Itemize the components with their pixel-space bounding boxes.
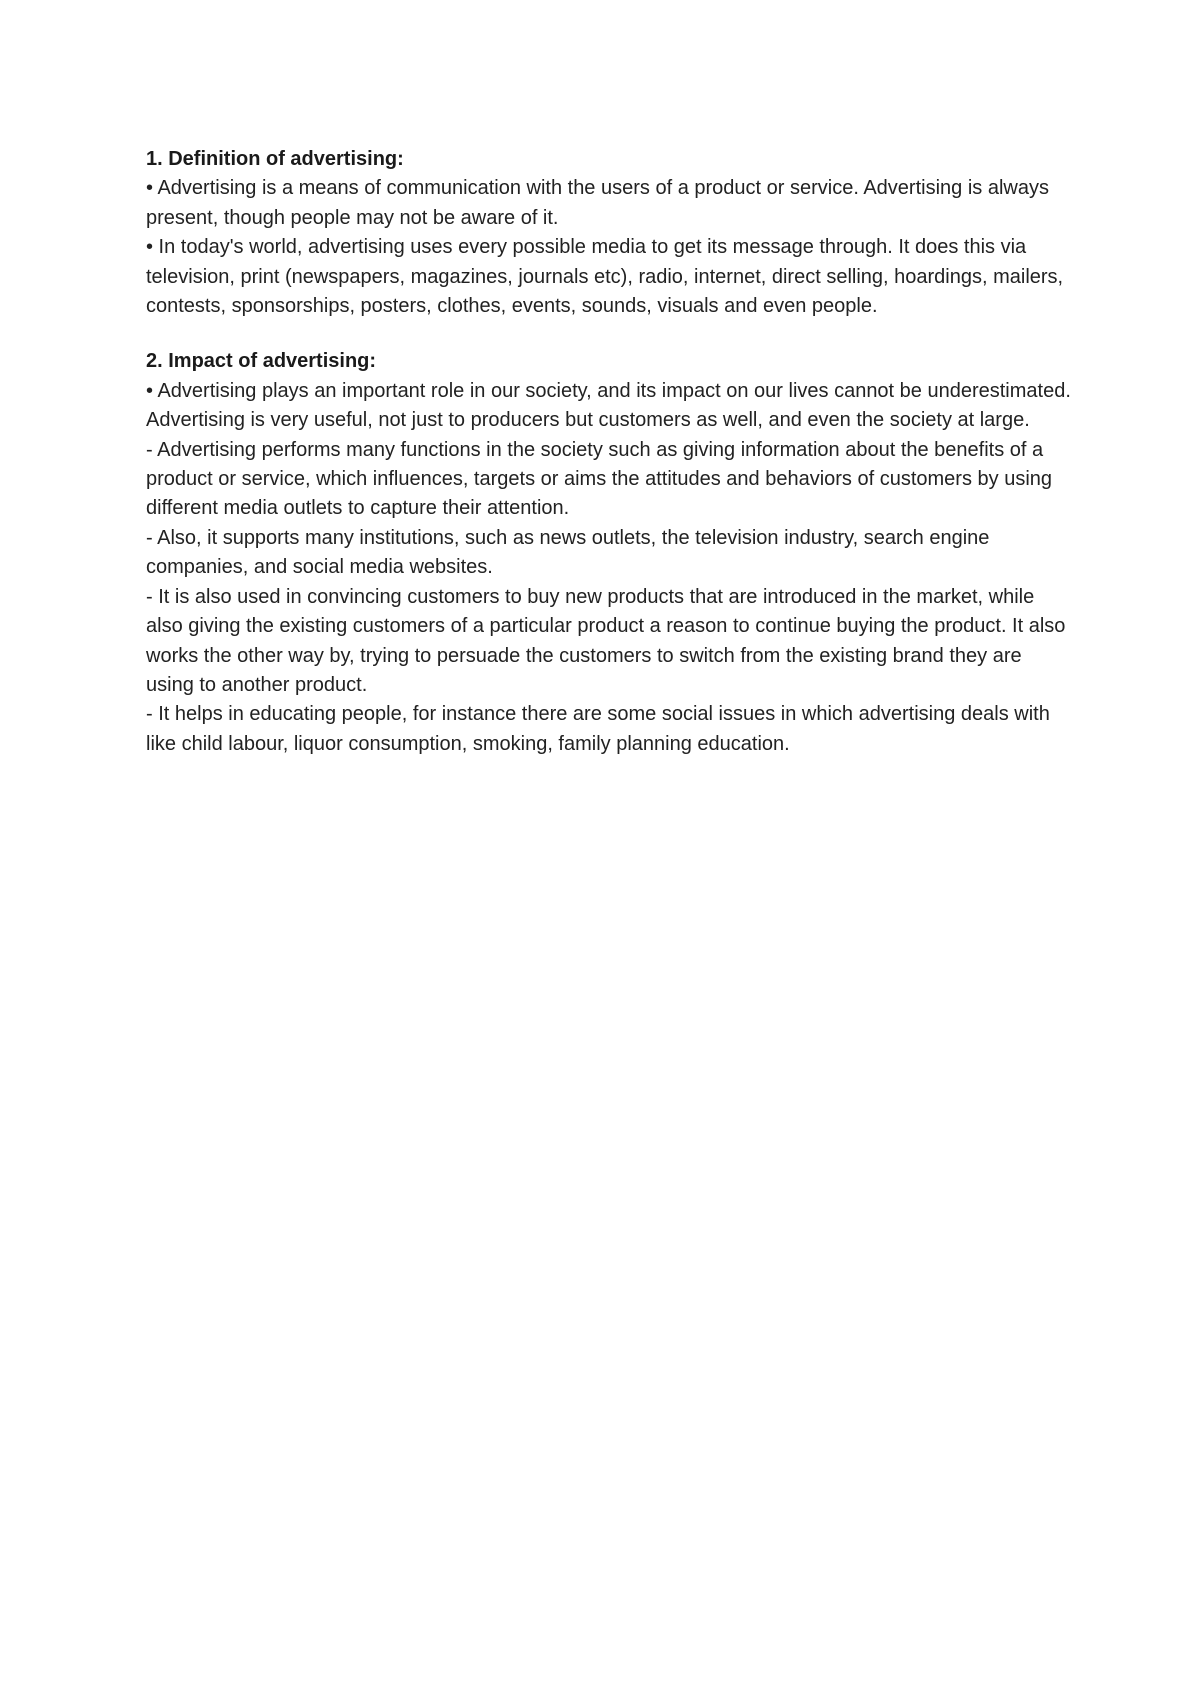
section-impact xyxy=(146,347,1071,759)
paragraph: • Advertising is a means of communication with the users of a product or service. Advertising is always present, though people may not be aware of it. xyxy=(146,177,1049,229)
paragraph: - It is also used in convincing customers to buy new products that are introduced in the market, while also giving the existing customers of a particular product a reason to continue buying the product. It also works the other way by, trying to persuade the customers to switch from the existing brand they are using to another product. xyxy=(146,585,1066,696)
paragraph: - It helps in educating people, for instance there are some social issues in which advertising deals with like child labour, liquor consumption, smoking, family planning education. xyxy=(146,703,1050,755)
paragraph: • Advertising plays an important role in our society, and its impact on our lives cannot be underestimated. Advertising is very useful, not just to producers but customers as well, and even the society at large. xyxy=(146,379,1071,432)
section-heading: 2. Impact of advertising: xyxy=(146,350,377,373)
section-heading: 1. Definition of advertising: xyxy=(146,148,404,170)
paragraph: - Also, it supports many institutions, such as news outlets, the television industry, search engine companies, and social media websites. xyxy=(146,526,990,579)
section-definition xyxy=(146,145,1071,321)
paragraph: - Advertising performs many functions in the society such as giving information about the benefits of a product or service, which influences, targets or aims the attitudes and behaviors of customers by using different media outlets to capture their attention. xyxy=(146,438,1053,520)
paragraph: • In today's world, advertising uses every possible media to get its message through. It does this via television, print (newspapers, magazines, journals etc), radio, internet, direct selling, hoardings, mailers, contests, sponsorships, posters, clothes, events, sounds, visuals and even people. xyxy=(146,236,1064,318)
document-body xyxy=(146,145,1071,759)
